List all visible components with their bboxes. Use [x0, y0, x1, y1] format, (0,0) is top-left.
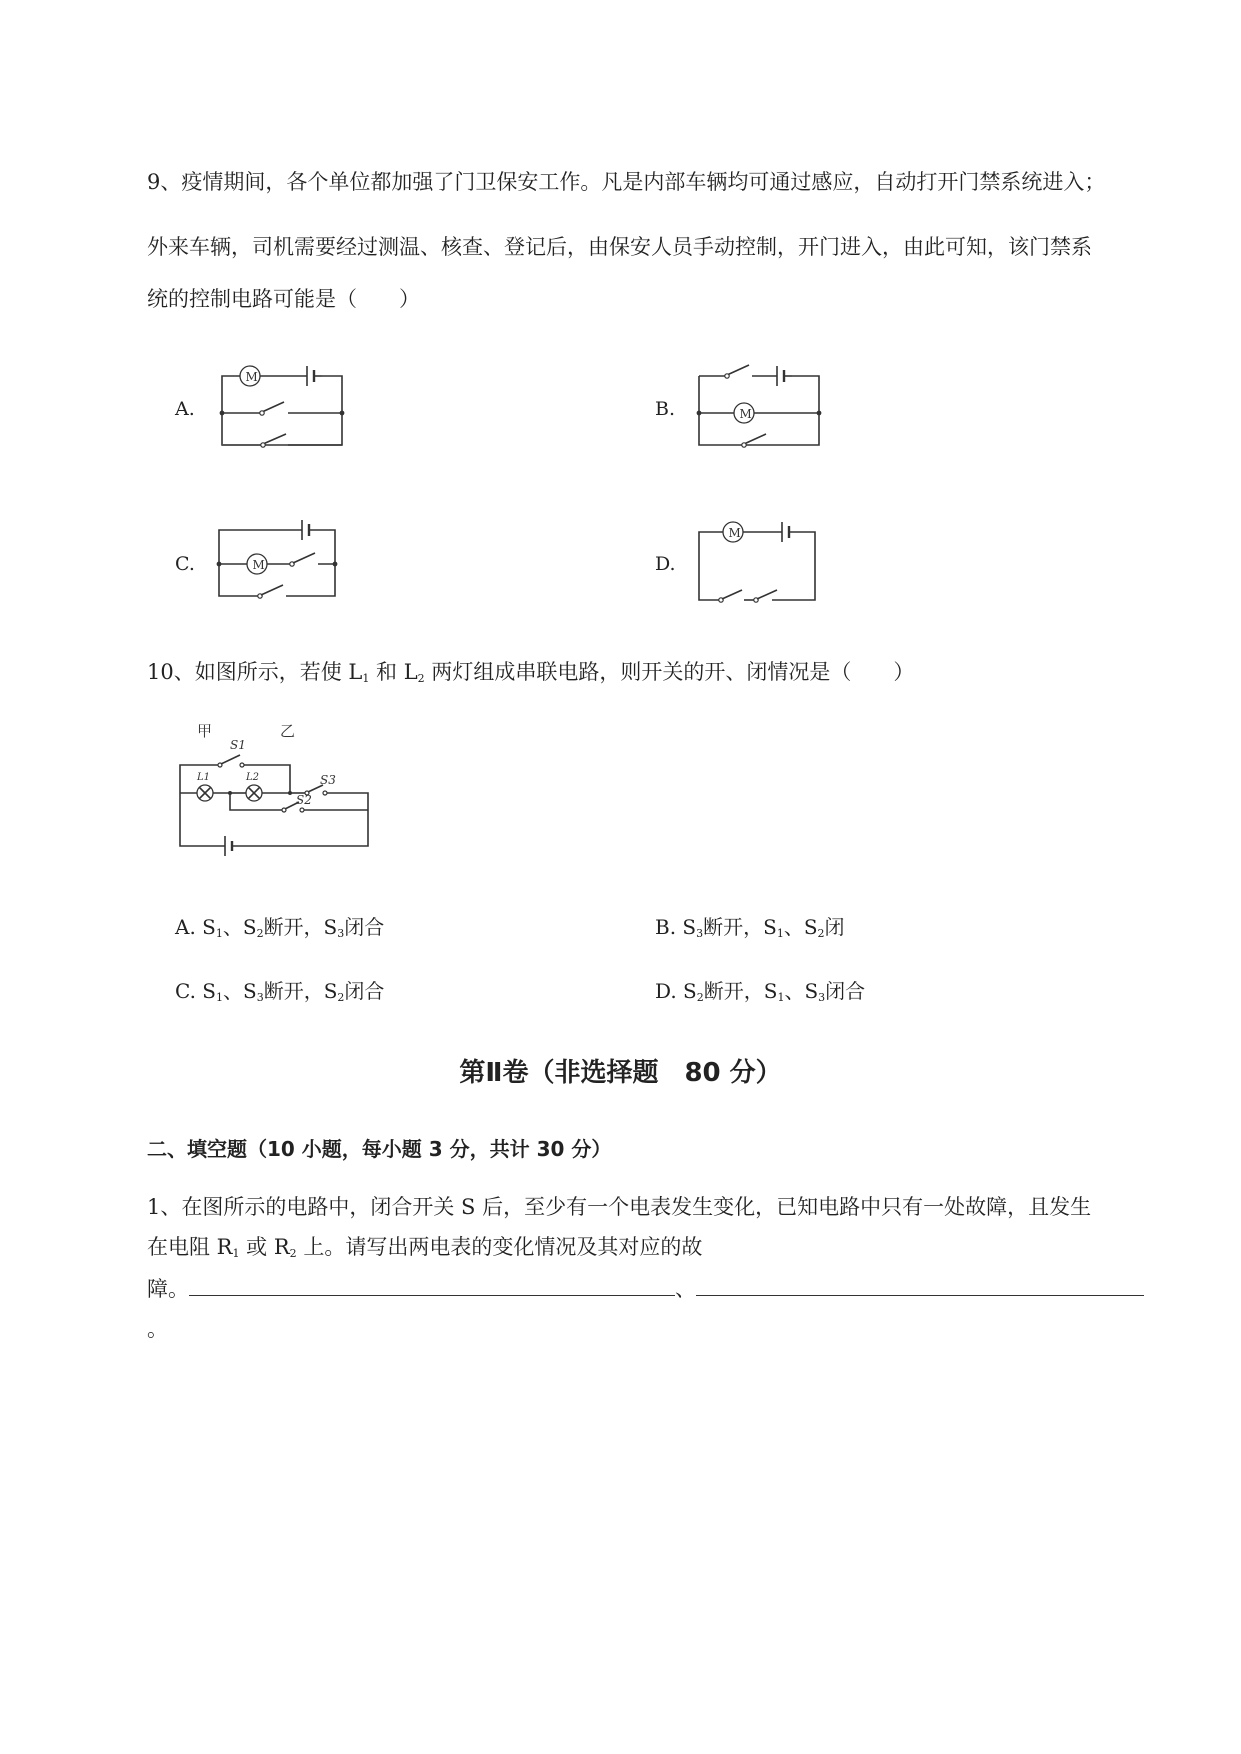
fill1-line1: 1、在图所示的电路中，闭合开关 S 后，至少有一个电表发生变化，已知电路中只有一处故障，且发生: [147, 1195, 1092, 1219]
q9-option-d-circuit: [692, 514, 832, 609]
q9-stem-line3: 统的控制电路可能是（ ）: [147, 287, 420, 311]
opt-text: 、S: [223, 979, 257, 1003]
q9-option-b-circuit: [692, 360, 832, 455]
fill1-text: 障。: [147, 1277, 189, 1301]
q10-option-a[interactable]: [175, 913, 384, 948]
q10-option-d[interactable]: [655, 977, 865, 1012]
label-yi: 乙: [280, 722, 296, 740]
motor-label: M: [252, 558, 265, 572]
label-s2: S2: [296, 793, 312, 807]
fill1-text: 或 R: [239, 1235, 290, 1259]
q10-stem-part: 和 L: [369, 660, 418, 684]
fill1-text: 上。请写出两电表的变化情况及其对应的故: [296, 1235, 703, 1259]
q9-option-c-label[interactable]: C.: [175, 553, 195, 575]
opt-text: 断开，S: [703, 979, 778, 1003]
answer-blank-1[interactable]: [189, 1273, 675, 1296]
answer-blank-2[interactable]: [696, 1273, 1144, 1296]
opt-text: 、S: [783, 915, 818, 939]
section2-heading: 二、填空题（10 小题，每小题 3 分，共计 30 分）: [147, 1137, 612, 1161]
fill1-sub: 2: [289, 1247, 297, 1260]
label-s3: S3: [320, 773, 336, 787]
label-l1: L1: [197, 772, 211, 783]
opt-sub: 3: [256, 991, 264, 1004]
opt-sub: 1: [216, 991, 224, 1004]
q9-option-a-label[interactable]: A.: [175, 398, 195, 420]
opt-text: 断开，S: [263, 979, 338, 1003]
q10-option-b[interactable]: [655, 913, 845, 948]
label-l2: L2: [246, 772, 260, 783]
fill1-sub: 1: [232, 1247, 240, 1260]
opt-sub: 2: [696, 991, 704, 1004]
opt-text: 断开，S: [703, 915, 777, 939]
q9-stem-line2: 外来车辆，司机需要经过测温、核查、登记后，由保安人员手动控制，开门进入，由此可知，该门禁系: [147, 235, 1092, 259]
opt-text: 闭合: [825, 979, 866, 1003]
label-s1: S1: [230, 738, 246, 752]
q10-option-c[interactable]: [175, 977, 384, 1012]
q10-stem: [147, 657, 914, 694]
opt-text: 闭合: [344, 979, 385, 1003]
q10-circuit-figure: [172, 722, 382, 862]
q10-stem-part: 两灯组成串联电路，则开关的开、闭情况是（ ）: [424, 660, 915, 684]
q9-option-a-circuit: [215, 360, 355, 455]
opt-sub: 1: [215, 927, 223, 940]
opt-sub: 3: [337, 927, 345, 940]
opt-text: B. S: [655, 915, 697, 939]
fill1-line2: [147, 1232, 702, 1269]
motor-label: M: [245, 370, 258, 384]
opt-sub: 2: [256, 927, 264, 940]
opt-sub: 3: [696, 927, 704, 940]
q9-stem-line1: 9、疫情期间，各个单位都加强了门卫保安工作。凡是内部车辆均可通过感应，自动打开门禁系统进入；: [147, 170, 1106, 194]
label-jia: 甲: [197, 722, 213, 740]
opt-text: 闭合: [344, 915, 385, 939]
fill1-text: 在电阻 R: [147, 1235, 233, 1259]
opt-sub: 1: [777, 991, 785, 1004]
opt-sub: 2: [337, 991, 345, 1004]
opt-sub: 1: [776, 927, 784, 940]
motor-label: M: [739, 407, 752, 421]
q10-stem-sub: 1: [362, 672, 370, 685]
opt-text: D. S: [655, 979, 697, 1003]
opt-sub: 2: [817, 927, 825, 940]
part2-heading: 第Ⅱ卷（非选择题 80 分）: [459, 1058, 782, 1088]
opt-text: A. S: [175, 915, 216, 939]
q9-option-b-label[interactable]: B.: [655, 398, 676, 420]
opt-text: 闭: [824, 915, 845, 939]
opt-sub: 3: [818, 991, 826, 1004]
fill1-text: 、: [675, 1277, 696, 1301]
fill1-line3: [147, 1273, 1144, 1304]
q9-option-c-circuit: [212, 514, 352, 609]
q10-stem-part: 10、如图所示，若使 L: [147, 660, 363, 684]
opt-text: C. S: [175, 979, 217, 1003]
opt-text: 断开，S: [263, 915, 338, 939]
opt-text: 、S: [222, 915, 257, 939]
fill1-line4: 。: [147, 1317, 168, 1341]
q10-stem-sub: 2: [417, 672, 425, 685]
opt-text: 、S: [784, 979, 819, 1003]
motor-label: M: [728, 526, 741, 540]
q9-option-d-label[interactable]: D.: [655, 553, 676, 575]
